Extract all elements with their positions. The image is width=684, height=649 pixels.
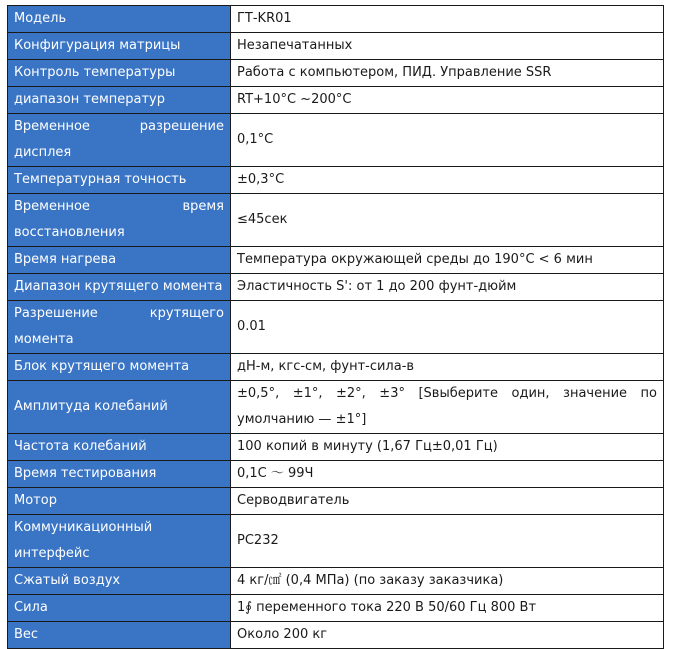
row-label: Мотор bbox=[8, 488, 231, 515]
table-row bbox=[8, 87, 664, 114]
row-value: ±0,5°, ±1°, ±2°, ±3° [Sвыберите один, значение по умолчанию — ±1°] bbox=[231, 381, 664, 434]
row-value: 0,1С ～ 99Ч bbox=[231, 461, 664, 488]
row-value: Работа с компьютером, ПИД. Управление SSR bbox=[231, 60, 664, 87]
row-label: диапазон температур bbox=[8, 87, 231, 114]
row-label: Амплитуда колебаний bbox=[8, 381, 231, 434]
row-label: Конфигурация матрицы bbox=[8, 33, 231, 60]
row-label: Временное разрешение дисплея bbox=[8, 114, 231, 167]
row-label: Вес bbox=[8, 622, 231, 649]
row-label: Контроль температуры bbox=[8, 60, 231, 87]
table-row bbox=[8, 595, 664, 622]
table-row bbox=[8, 274, 664, 301]
row-label: Температурная точность bbox=[8, 167, 231, 194]
table-row bbox=[8, 622, 664, 649]
row-value: 100 копий в минуту (1,67 Гц±0,01 Гц) bbox=[231, 434, 664, 461]
row-label: Диапазон крутящего момента bbox=[8, 274, 231, 301]
row-value: Эластичность S': от 1 до 200 фунт-дюйм bbox=[231, 274, 664, 301]
table-row bbox=[8, 488, 664, 515]
row-value: 1∮ переменного тока 220 В 50/60 Гц 800 Вт bbox=[231, 595, 664, 622]
row-label: Блок крутящего момента bbox=[8, 354, 231, 381]
table-row bbox=[8, 568, 664, 595]
specifications-table bbox=[7, 5, 664, 649]
table-row bbox=[8, 301, 664, 354]
table-row bbox=[8, 6, 664, 33]
table-row bbox=[8, 194, 664, 247]
table-row bbox=[8, 114, 664, 167]
table-row bbox=[8, 515, 664, 568]
row-value: Незапечатанных bbox=[231, 33, 664, 60]
row-value: дН-м, кгс-см, фунт-сила-в bbox=[231, 354, 664, 381]
row-label: Модель bbox=[8, 6, 231, 33]
row-value: ±0,3°C bbox=[231, 167, 664, 194]
row-value: ≤45сек bbox=[231, 194, 664, 247]
table-row bbox=[8, 381, 664, 434]
table-row bbox=[8, 354, 664, 381]
row-label: Сила bbox=[8, 595, 231, 622]
row-value: Температура окружающей среды до 190°C < 6 мин bbox=[231, 247, 664, 274]
row-value: Около 200 кг bbox=[231, 622, 664, 649]
row-value: 0,1°C bbox=[231, 114, 664, 167]
table-row bbox=[8, 167, 664, 194]
table-row bbox=[8, 60, 664, 87]
table-row bbox=[8, 33, 664, 60]
row-value: Серводвигатель bbox=[231, 488, 664, 515]
table-row bbox=[8, 461, 664, 488]
table-row bbox=[8, 247, 664, 274]
row-label: Сжатый воздух bbox=[8, 568, 231, 595]
row-value: RT+10°C ~200°C bbox=[231, 87, 664, 114]
row-label: Коммуникационный интерфейс bbox=[8, 515, 231, 568]
row-label: Время тестирования bbox=[8, 461, 231, 488]
table-row bbox=[8, 434, 664, 461]
row-value: PC232 bbox=[231, 515, 664, 568]
row-value: ГТ-KR01 bbox=[231, 6, 664, 33]
row-label: Частота колебаний bbox=[8, 434, 231, 461]
row-label: Время нагрева bbox=[8, 247, 231, 274]
row-label: Временное время восстановления bbox=[8, 194, 231, 247]
row-label: Разрешение крутящего момента bbox=[8, 301, 231, 354]
row-value: 0.01 bbox=[231, 301, 664, 354]
row-value: 4 кг/㎠ (0,4 МПа) (по заказу заказчика) bbox=[231, 568, 664, 595]
